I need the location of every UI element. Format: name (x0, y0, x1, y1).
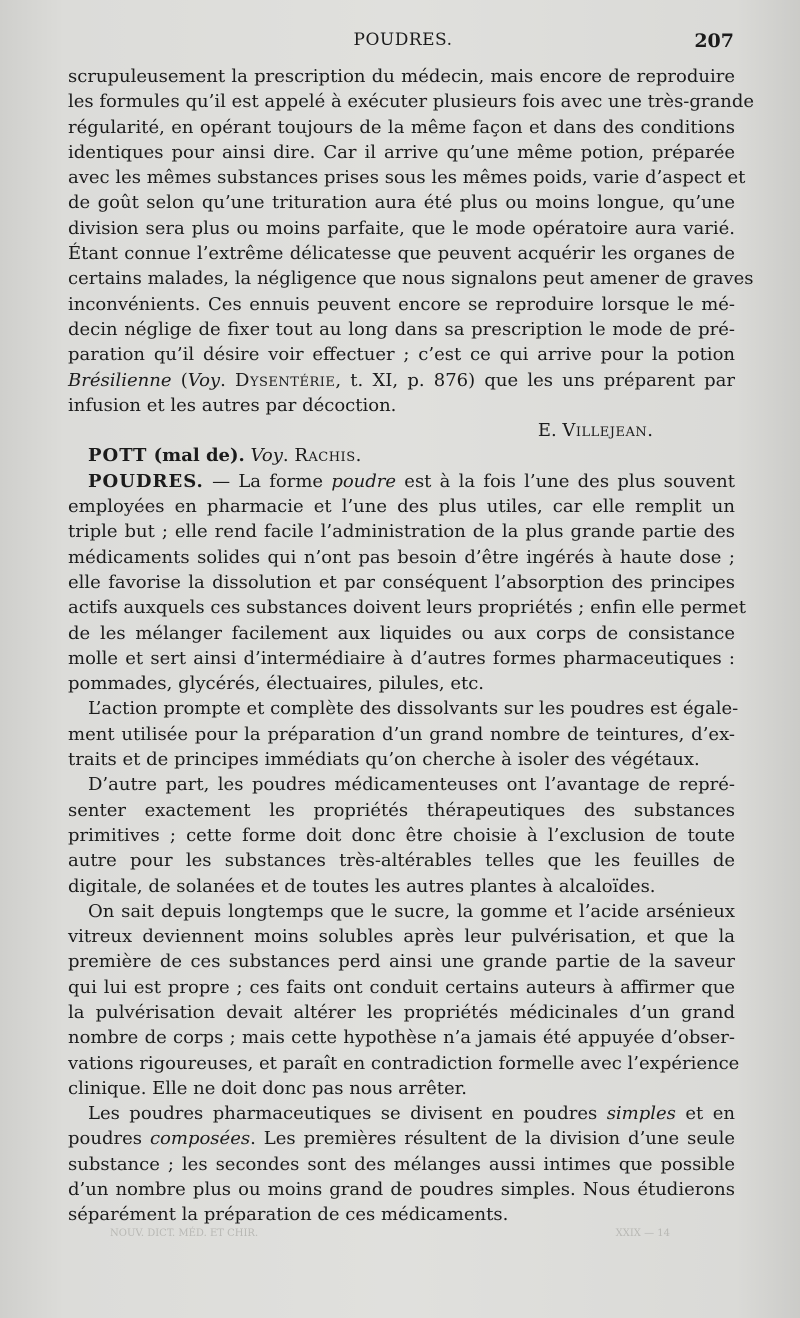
inline-text: et en (675, 1103, 735, 1125)
inline-text: ( (171, 369, 188, 391)
text-line-cross-reference (68, 368, 735, 393)
text-line: séparément la préparation de ces médicaments. (68, 1204, 509, 1226)
italic-term: composées (149, 1128, 251, 1150)
footer-right: XXIX — 14 (615, 1228, 670, 1239)
text-line: inconvénients. Ces ennuis peuvent encore se reproduire lorsque le mé- (68, 293, 735, 315)
author-signature (68, 418, 735, 443)
inline-text: est à la fois l’une des plus souvent (396, 470, 735, 492)
text-line: certains malades, la négligence que nous signalons peut amener de graves (68, 268, 754, 290)
text-line: pommades, glycérés, électuaires, pilules, etc. (68, 673, 485, 695)
text-line: première de ces substances perd ainsi une grande partie de la saveur (68, 951, 735, 973)
body-text (68, 64, 755, 1228)
cross-reference-link[interactable]: Rachis (294, 445, 356, 467)
italic-term: simples (606, 1103, 676, 1125)
text-line: On sait depuis longtemps que le sucre, la gomme et l’acide arsénieux (88, 900, 735, 922)
footer-left: NOUV. DICT. MÉD. ET CHIR. (110, 1228, 259, 1239)
text-line: elle favorise la dissolution et par conséquent l’absorption des principes (68, 571, 735, 593)
text-line: primitives ; cette forme doit donc être choisie à l’exclusion de toute (68, 824, 735, 846)
page-footer (110, 1228, 670, 1242)
text-line (68, 1126, 735, 1151)
voy-abbrev: Voy (244, 445, 283, 467)
text-line: employées en pharmacie et l’une des plus utiles, car elle remplit un (68, 496, 735, 518)
text-line: L’action prompte et complète des dissolvants sur les poudres est égale- (88, 698, 739, 720)
text-line: clinique. Elle ne doit donc pas nous arrêter. (68, 1077, 467, 1099)
text-line: division sera plus ou moins parfaite, que le mode opératoire aura varié. (68, 217, 735, 239)
running-head: POUDRES. (353, 30, 453, 50)
signature-name: Villejean (562, 420, 648, 442)
text-line: nombre de corps ; mais cette hypothèse n’a jamais été appuyée d’obser- (68, 1027, 735, 1049)
text-line: d’un nombre plus ou moins grand de poudres simples. Nous étudierons (68, 1179, 735, 1201)
text-line: qui lui est propre ; ces faits ont conduit certains auteurs à affirmer que (68, 976, 735, 998)
text-line: decin néglige de fixer tout au long dans sa prescription le mode de pré- (68, 318, 735, 340)
text-line: traits et de principes immédiats qu’on cherche à isoler des végétaux. (68, 749, 700, 771)
inline-text: Les poudres pharmaceutiques se divisent en poudres (88, 1103, 607, 1125)
voy-abbrev: Voy (187, 369, 221, 391)
italic-term: poudre (331, 470, 397, 492)
entry-pott (68, 443, 735, 468)
text-line: digitale, de solanées et de toutes les autres plantes à alcaloïdes. (68, 875, 656, 897)
text-line: scrupuleusement la prescription du médecin, mais encore de reproduire (68, 66, 735, 87)
signature-initial: E. (537, 420, 563, 442)
cross-reference-link[interactable]: Dysentérie (235, 369, 336, 391)
text-line: de les mélanger facilement aux liquides ou aux corps de consistance (68, 622, 735, 644)
inline-text: — La forme (203, 470, 332, 492)
page-number: 207 (694, 30, 734, 52)
italic-term: Brésilienne (68, 369, 172, 391)
text-line: identiques pour ainsi dire. Car il arrive qu’une même potion, préparée (68, 141, 735, 163)
entry-headword: POUDRES. (88, 470, 204, 492)
entry-headword: POTT (88, 445, 148, 467)
text-line (68, 1101, 735, 1126)
text-line: autre pour les substances très-altérables telles que les feuilles de (68, 850, 735, 872)
text-line: régularité, en opérant toujours de la même façon et dans des conditions (68, 116, 735, 138)
inline-text: . (282, 445, 295, 467)
inline-text: , t. XI, p. 876) que les uns préparent par (335, 369, 735, 391)
inline-text: . (355, 445, 362, 467)
text-line: ment utilisée pour la préparation d’un grand nombre de teintures, d’ex- (68, 723, 735, 745)
text-line: les formules qu’il est appelé à exécuter plusieurs fois avec une très-grande (68, 91, 755, 113)
entry-poudres (68, 469, 735, 494)
text-line: vitreux deviennent moins solubles après leur pulvérisation, et que la (68, 926, 735, 948)
inline-text: . Les premières résultent de la division d’une seule (250, 1128, 735, 1150)
text-line: triple but ; elle rend facile l’administration de la plus grande partie des (68, 521, 735, 543)
page-header (68, 30, 738, 56)
entry-qualifier: (mal de). (147, 445, 245, 467)
text-line: la pulvérisation devait altérer les propriétés médicinales d’un grand (68, 1001, 735, 1023)
text-line: D’autre part, les poudres médicamenteuses ont l’avantage de repré- (88, 774, 735, 796)
text-line: molle et sert ainsi d’intermédiaire à d’autres formes pharmaceutiques : (68, 647, 735, 669)
inline-text: poudres (68, 1128, 150, 1150)
text-line: de goût selon qu’une trituration aura été plus ou moins longue, qu’une (68, 192, 735, 214)
text-line: Étant connue l’extrême délicatesse que peuvent acquérir les organes de (68, 243, 735, 265)
text-line: infusion et les autres par décoction. (68, 394, 397, 416)
text-line: paration qu’il désire voir effectuer ; c’est ce qui arrive pour la potion (68, 344, 735, 366)
text-line: senter exactement les propriétés thérapeutiques des substances (68, 799, 735, 821)
text-line: actifs auxquels ces substances doivent leurs propriétés ; enfin elle permet (68, 597, 746, 619)
text-line: médicaments solides qui n’ont pas besoin d’être ingérés à haute dose ; (68, 546, 735, 568)
inline-text: . (220, 369, 236, 391)
text-line: avec les mêmes substances prises sous les mêmes poids, varie d’aspect et (68, 167, 746, 189)
text-line: vations rigoureuses, et paraît en contradiction formelle avec l’expérience (68, 1052, 740, 1074)
text-line: substance ; les secondes sont des mélanges aussi intimes que possible (68, 1153, 735, 1175)
inline-text: . (647, 420, 653, 442)
